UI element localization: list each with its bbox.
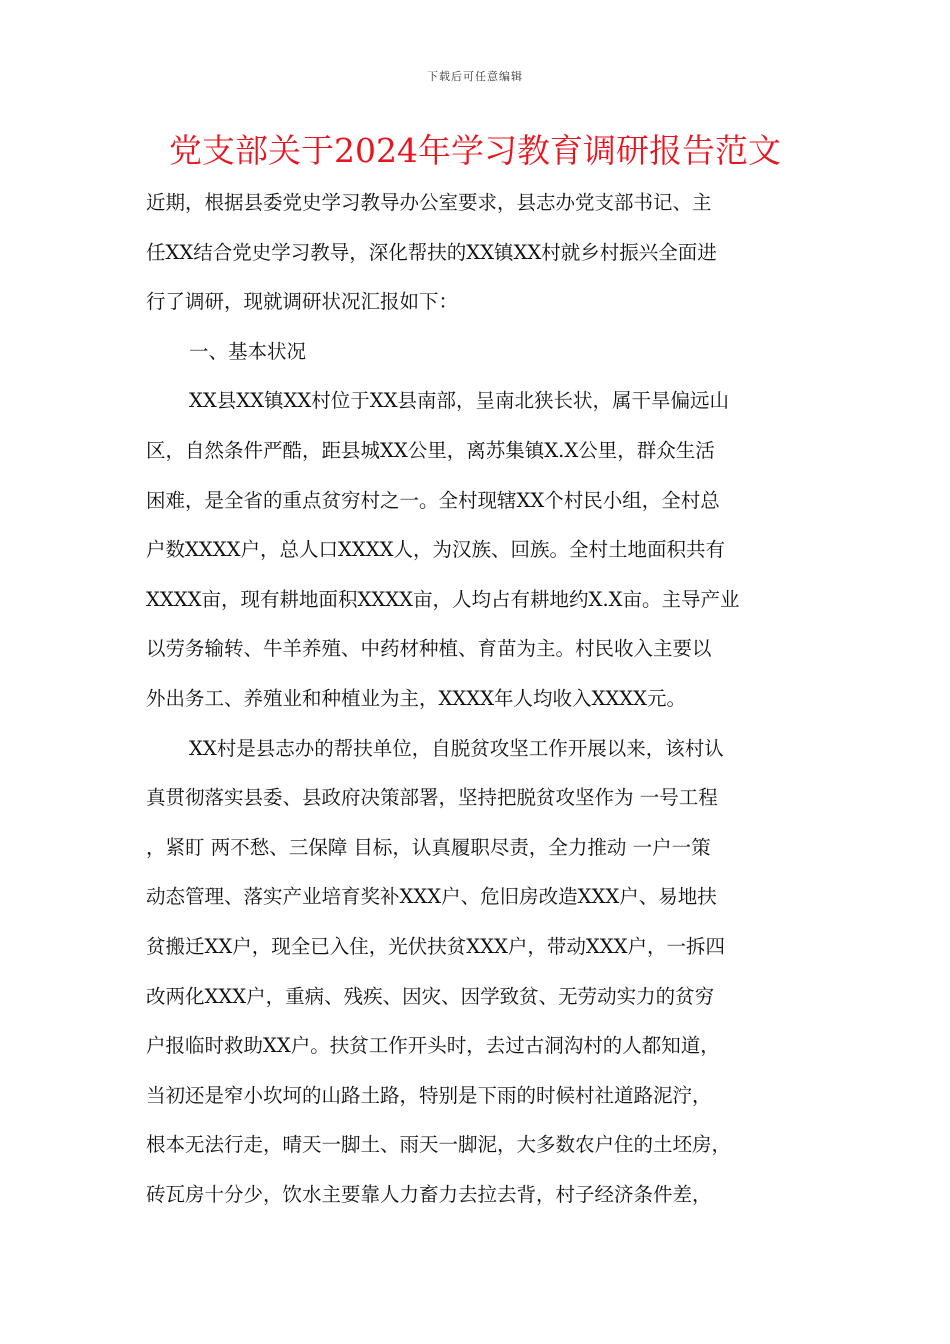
body-line: 真贯彻落实县委、县政府决策部署，坚持把脱贫攻坚作为 一号工程 bbox=[146, 786, 718, 810]
body-line: 以劳务输转、牛羊养殖、中药材种植、育苗为主。村民收入主要以 bbox=[146, 637, 712, 661]
body-line: ，紧盯 两不愁、三保障 目标，认真履职尽责，全力推动 一户一策 bbox=[146, 835, 711, 859]
body-line: 户数XXXX户，总人口XXXX人，为汉族、回族。全村土地面积共有 bbox=[146, 538, 726, 562]
body-line: 区，自然条件严酷，距县城XX公里，离苏集镇X.X公里，群众生活 bbox=[146, 438, 715, 462]
document-body bbox=[146, 178, 836, 1219]
body-line: 行了调研，现就调研状况汇报如下： bbox=[146, 290, 459, 314]
body-line: 户报临时救助XX户。扶贫工作开头时，去过古洞沟村的人都知道， bbox=[146, 1034, 720, 1058]
body-line: 动态管理、落实产业培育奖补XXX户、危旧房改造XXX户、易地扶 bbox=[146, 885, 717, 909]
body-line: 改两化XXX户，重病、残疾、因灾、因学致贫、无劳动实力的贫穷 bbox=[146, 984, 715, 1008]
section-heading: 一、基本状况 bbox=[189, 339, 307, 363]
body-line: XX村是县志办的帮扶单位，自脱贫攻坚工作开展以来，该村认 bbox=[189, 736, 724, 760]
body-line: 任XX结合党史学习教导，深化帮扶的XX镇XX村就乡村振兴全面进 bbox=[146, 240, 717, 264]
body-line: 困难，是全省的重点贫穷村之一。全村现辖XX个村民小组，全村总 bbox=[146, 488, 720, 512]
body-line: XX县XX镇XX村位于XX县南部，呈南北狭长状，属干旱偏远山 bbox=[189, 389, 730, 413]
body-line: 贫搬迁XX户，现全已入住，光伏扶贫XXX户，带动XXX户，一拆四 bbox=[146, 934, 726, 958]
body-line: 砖瓦房十分少，饮水主要靠人力畜力去拉去背，村子经济条件差， bbox=[146, 1182, 712, 1206]
body-line: 外出务工、养殖业和种植业为主，XXXX年人均收入XXXX元。 bbox=[146, 686, 687, 710]
document-title: 党支部关于2024年学习教育调研报告范文 bbox=[169, 131, 781, 170]
body-line: 当初还是窄小坎坷的山路土路，特别是下雨的时候村社道路泥泞， bbox=[146, 1083, 712, 1107]
body-line: 近期，根据县委党史学习教导办公室要求，县志办党支部书记、主 bbox=[146, 191, 712, 214]
body-line: 根本无法行走，晴天一脚土、雨天一脚泥，大多数农户住的土坯房， bbox=[146, 1133, 732, 1157]
header-note: 下载后可任意编辑 bbox=[427, 70, 523, 83]
body-line: XXXX亩，现有耕地面积XXXX亩，人均占有耕地约X.X亩。主导产业 bbox=[146, 587, 740, 611]
